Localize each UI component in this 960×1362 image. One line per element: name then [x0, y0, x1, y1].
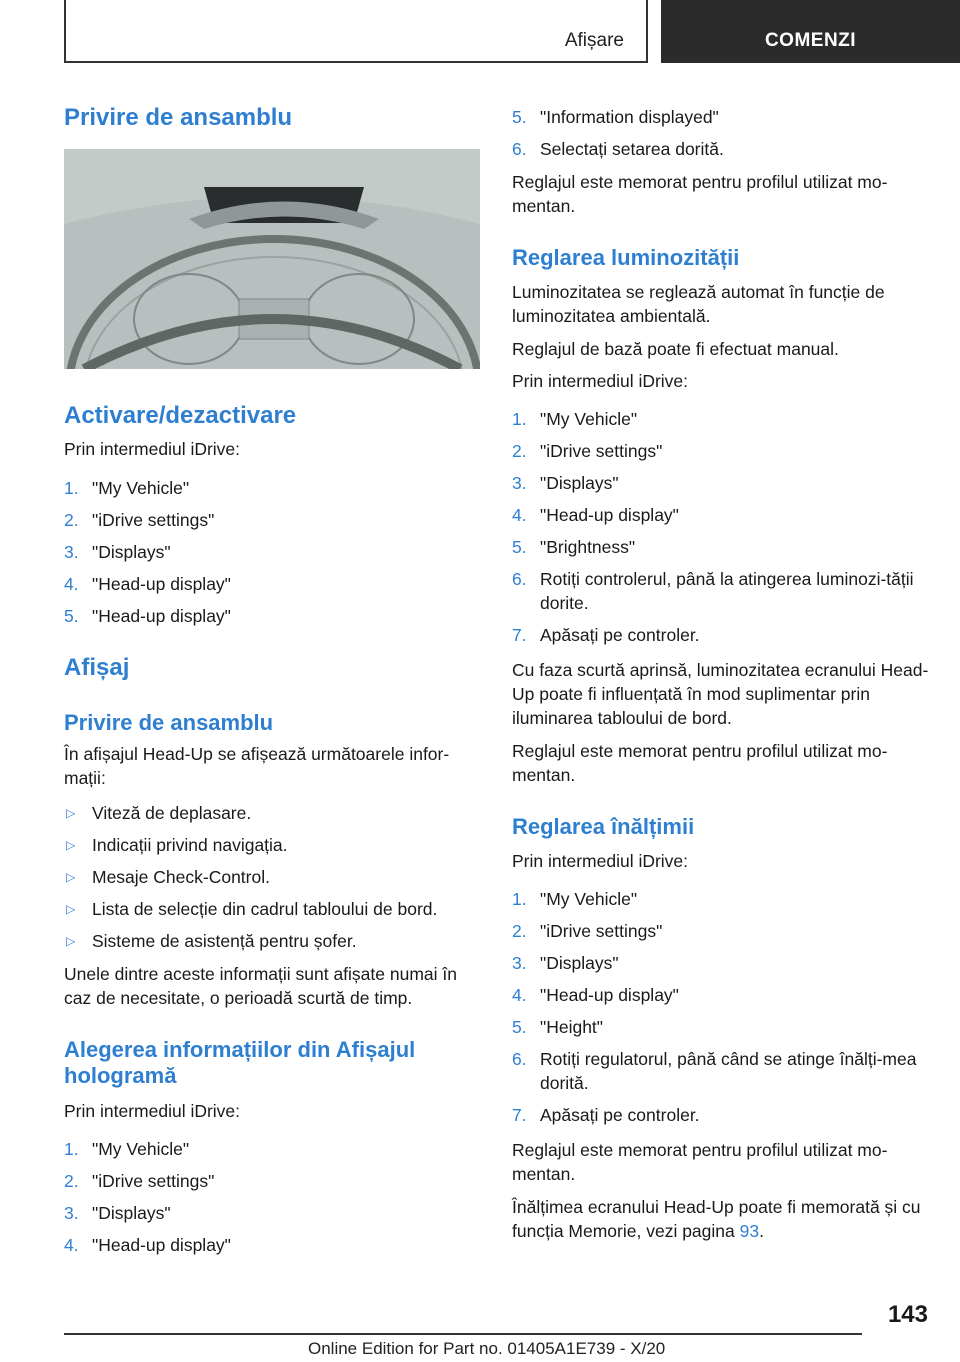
list-item: 3. "Displays" — [512, 473, 619, 493]
list-item: 5. "Height" — [512, 1017, 604, 1037]
selection-heading: Alegerea informațiilor din Afișajul hologramă — [64, 1037, 416, 1088]
height-text-2: Înălțimea ecranului Head-Up poate fi memorată și cu funcția Memorie, vezi pagina 93. — [512, 1197, 921, 1241]
list-item: 1. "My Vehicle" — [64, 1139, 190, 1159]
footer-divider — [64, 1333, 862, 1335]
list-item: ▷ Mesaje Check-Control. — [66, 867, 270, 887]
list-item: 5. "Head-up display" — [64, 606, 231, 626]
page-link[interactable]: 93 — [739, 1221, 760, 1241]
brightness-text-2: Reglajul de bază poate fi efectuat manual. — [512, 339, 839, 359]
list-item: 3. "Displays" — [64, 542, 171, 562]
list-item: 2. "iDrive settings" — [64, 510, 215, 530]
list-item: 7. Apăsați pe controler. — [512, 1105, 700, 1125]
brightness-text-3: Cu faza scurtă aprinsă, luminozitatea ecranului Head-Up poate fi influențată în mod suplimentar prin iluminarea tabloului de bord. — [512, 660, 929, 728]
page-number: 143 — [887, 1301, 928, 1328]
activation-steps — [64, 476, 484, 636]
height-heading: Reglarea înălțimii — [512, 814, 695, 839]
selection-intro: Prin intermediul iDrive: — [64, 1101, 241, 1121]
footer-edition: Online Edition for Part no. 01405A1E739 - X/20 — [308, 1339, 666, 1358]
brightness-text-1: Luminozitatea se reglează automat în funcție de luminozitatea ambientală. — [512, 282, 885, 326]
list-item: 2. "iDrive settings" — [512, 921, 663, 941]
display-overview-heading: Privire de ansamblu — [64, 710, 274, 735]
header-section-tab — [64, 0, 648, 63]
activation-heading: Activare/dezactivare — [64, 402, 297, 429]
display-info-list — [64, 801, 484, 961]
triangle-bullet-icon: ▷ — [66, 806, 76, 820]
list-item: 7. Apăsați pe controler. — [512, 625, 700, 645]
brightness-steps — [512, 407, 932, 655]
list-item: 4. "Head-up display" — [512, 505, 679, 525]
brightness-text-4: Reglajul este memorat pentru profilul utilizat mo-mentan. — [512, 741, 888, 785]
head-up-display-illustration — [64, 149, 480, 369]
display-overview-text: În afișajul Head-Up se afișează următoarele infor-mații: — [64, 744, 450, 788]
list-item: 1. "My Vehicle" — [512, 409, 638, 429]
list-item: 2. "iDrive settings" — [64, 1171, 215, 1191]
brightness-heading: Reglarea luminozității — [512, 245, 740, 270]
list-item: 4. "Head-up display" — [64, 1235, 231, 1255]
display-heading: Afișaj — [64, 654, 130, 681]
list-item: ▷ Sisteme de asistență pentru șofer. — [66, 931, 357, 951]
list-item: 3. "Displays" — [64, 1203, 171, 1223]
list-item: 5. "Information displayed" — [512, 107, 719, 127]
header-chapter-title: COMENZI — [764, 30, 857, 51]
display-note: Unele dintre aceste informații sunt afișate numai în caz de necesitate, o perioadă scurtă de timp. — [64, 964, 457, 1008]
list-item: ▷ Indicații privind navigația. — [66, 835, 288, 855]
list-item: 5. "Brightness" — [512, 537, 636, 557]
selection-steps-continued — [512, 105, 932, 169]
height-text-1: Reglajul este memorat pentru profilul utilizat mo-mentan. — [512, 1140, 888, 1184]
list-item: 6. Rotiți controlerul, până la atingerea luminozi-tății dorite. — [512, 569, 914, 613]
list-item: 2. "iDrive settings" — [512, 441, 663, 461]
triangle-bullet-icon: ▷ — [66, 902, 76, 916]
header-chapter-tab — [661, 0, 960, 63]
header-section-title: Afișare — [564, 30, 624, 51]
list-item: 1. "My Vehicle" — [512, 889, 638, 909]
list-item: 1. "My Vehicle" — [64, 478, 190, 498]
list-item: 4. "Head-up display" — [64, 574, 231, 594]
triangle-bullet-icon: ▷ — [66, 870, 76, 884]
list-item: 4. "Head-up display" — [512, 985, 679, 1005]
height-intro: Prin intermediul iDrive: — [512, 851, 689, 871]
triangle-bullet-icon: ▷ — [66, 838, 76, 852]
activation-intro: Prin intermediul iDrive: — [64, 439, 241, 459]
list-item: 6. Rotiți regulatorul, până când se atinge înălți-mea dorită. — [512, 1049, 917, 1093]
triangle-bullet-icon: ▷ — [66, 934, 76, 948]
list-item: 6. Selectați setarea dorită. — [512, 139, 724, 159]
selection-note: Reglajul este memorat pentru profilul utilizat mo-mentan. — [512, 172, 888, 216]
overview-heading: Privire de ansamblu — [64, 104, 293, 131]
list-item: ▷ Viteză de deplasare. — [66, 803, 252, 823]
dashboard-illustration — [64, 149, 480, 369]
selection-steps — [64, 1137, 484, 1265]
brightness-intro: Prin intermediul iDrive: — [512, 371, 689, 391]
list-item: 3. "Displays" — [512, 953, 619, 973]
height-steps — [512, 887, 932, 1135]
list-item: ▷ Lista de selecție din cadrul tabloului de bord. — [66, 899, 438, 919]
